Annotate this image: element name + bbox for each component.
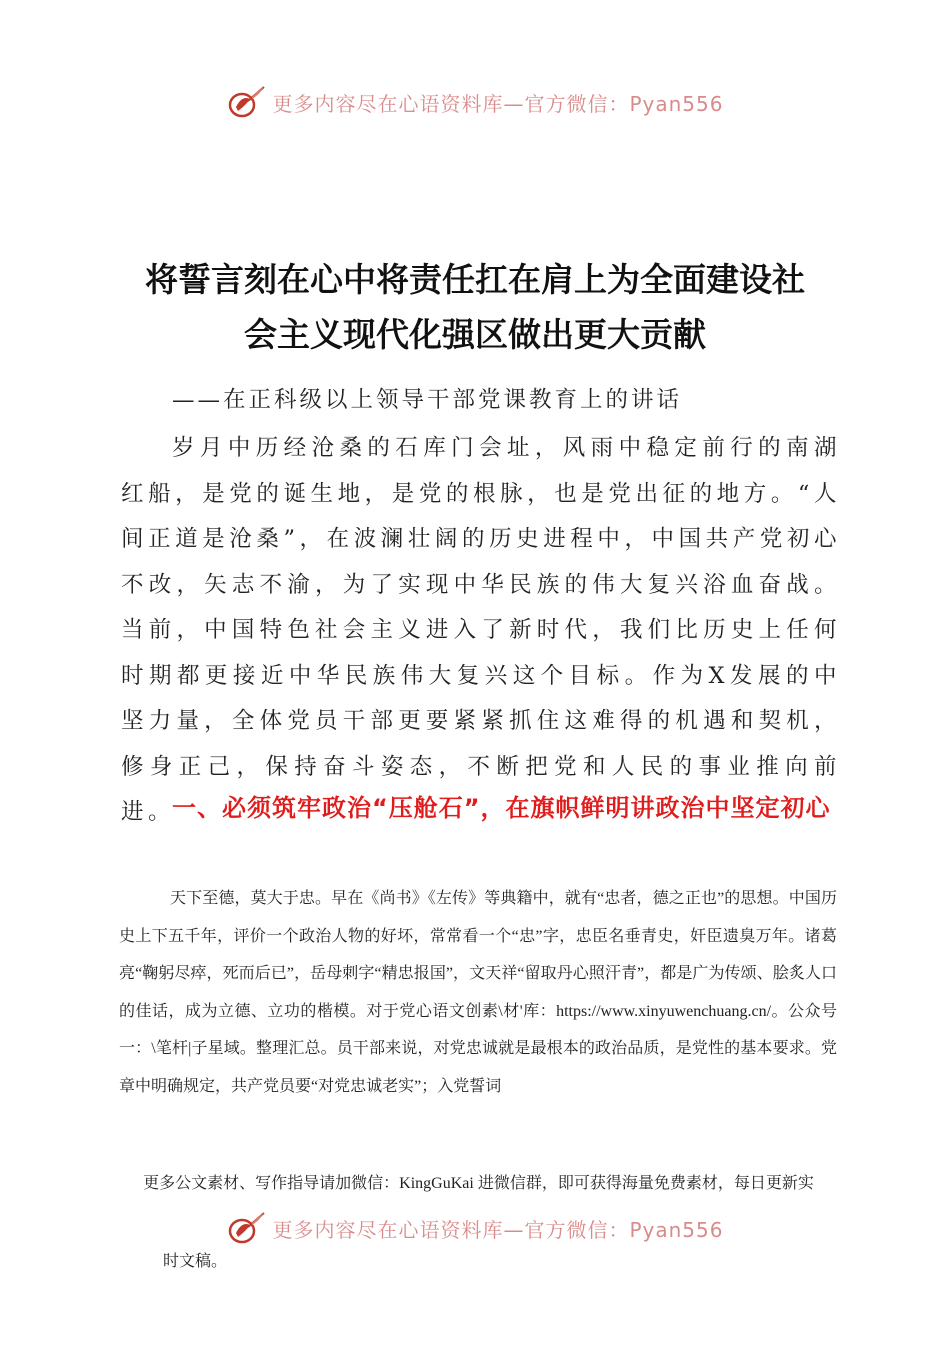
document-title — [100, 252, 850, 362]
banner-text: 更多内容尽在心语资料库—官方微信：Pyan556 — [272, 1217, 724, 1242]
intro-paragraph: 岁月中历经沧桑的石库门会址，风雨中稳定前行的南湖红船，是党的诞生地，是党的根脉，也是党出征的地方。“人间正道是沧桑”，在波澜壮阔的历史进程中，中国共产党初心不改，矢志不渝，为了实现中华民族的伟大复兴浴血奋战。当前，中国特色社会主义进入了新时代，我们比历史上任何时期都更接近中华民族伟大复兴这个目标。作为X发展的中坚力量，全体党员干部更要紧紧抓住这难得的机遇和契机，修身正己，保持奋斗姿态，不断把党和人民的事业推向前进。 — [121, 435, 841, 825]
banner-text: 更多内容尽在心语资料库—官方微信：Pyan556 — [272, 91, 724, 116]
document-subtitle: ——在正科级以上领导干部党课教育上的讲话 — [172, 387, 683, 413]
footer-note: 更多公文素材、写作指导请加微信：KingGuKai 进微信群，即可获得海量免费素材，每日更新实 — [143, 1175, 814, 1192]
section-1-heading: 一、必须筑牢政治“压舱石”，在旗帜鲜明讲政治中坚定初心 — [172, 794, 831, 822]
quill-ink-logo-icon — [226, 1211, 266, 1245]
footer-tail: 时文稿。 — [163, 1253, 228, 1270]
section-1-body: 天下至德，莫大于忠。早在《尚书》《左传》等典籍中，就有“忠者，德之正也”的思想。中国历史上下五千年，评价一个政治人物的好坏，常常看一个“忠”字，忠臣名垂青史，奸臣遗臭万年。诸葛亮“鞠躬尽瘁，死而后已”，岳母刺字“精忠报国”，文天祥“留取丹心照汗青”，都是广为传颂、脍炙人口的佳话，成为立德、立功的楷模。对于党心语文创素\材'库：https://www.xinyuwenchuang.cn/。公众号一：\笔杆|子星域。整理汇总。员干部来说，对党忠诚就是最根本的政治品质，是党性的基本要求。党章中明确规定，共产党员要“对党忠诚老实”；入党誓词 — [119, 890, 837, 1095]
title-line-1: 将誓言刻在心中将责任扛在肩上为全面建设社 — [145, 260, 805, 299]
footer-banner — [0, 1208, 950, 1248]
quill-ink-logo-icon — [226, 85, 266, 119]
title-line-2: 会主义现代化强区做出更大贡献 — [244, 315, 706, 354]
header-banner — [0, 82, 950, 122]
